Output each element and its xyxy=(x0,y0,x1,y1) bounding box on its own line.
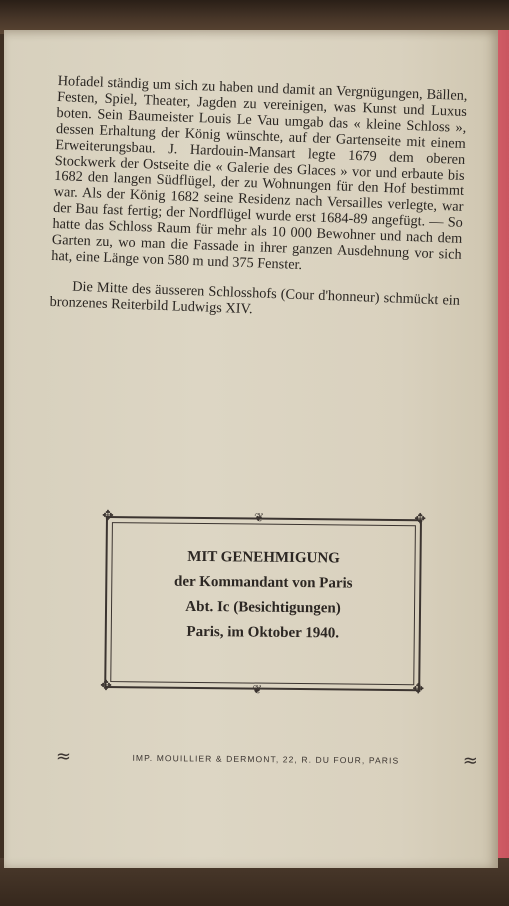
approval-authority: der Kommandant von Paris xyxy=(173,573,353,592)
imprint-text: IMP. MOUILLIER & DERMONT, 22, R. DU FOUR, PARIS xyxy=(132,752,400,766)
wave-ornament-icon: ≈ xyxy=(55,746,70,768)
wave-ornament-icon: ≈ xyxy=(462,750,476,772)
scroll-ornament-icon: ❦ xyxy=(252,682,263,697)
wooden-surface-top xyxy=(0,0,509,34)
approval-title: MIT GENEHMIGUNG xyxy=(187,548,340,567)
approval-date: Paris, im Oktober 1940. xyxy=(186,623,340,642)
corner-ornament-icon: ✥ xyxy=(414,512,427,528)
approval-notice xyxy=(107,544,420,647)
approval-department: Abt. Ic (Besichtigungen) xyxy=(185,598,341,617)
body-text xyxy=(49,74,467,326)
scroll-ornament-icon: ❦ xyxy=(253,510,265,525)
corner-ornament-icon: ✥ xyxy=(412,682,425,698)
paragraph-history: Hofadel ständig um sich zu haben und damit an Vergnügungen, Bällen, Festen, Spiel, Theater, Jagden zu vereinigen, was Kunst und Luxus boten. Sein Baumeister Louis Le Vau umgab das « kleine Schloss », dessen Erhaltung der König wünschte, auf der Gartenseite mit einem Erweiterungsbau. J. Hardouin-Mansart legte 1679 dem oberen Stockwerk der Ostseite die « Galerie des Glaces » vor und erbaute bis 1682 den langen Südflügel, der zu Wohnungen für den Hof bestimmt war. Als der König 1682 seine Residenz nach Versailles verlegte, war der Bau fast fertig; der Nordflügel wurde erst 1684-89 angefügt. — So hatte das Schloss Raum für mehr als 10 000 Bewohner und nach dem Garten zu, wo man die Fassade in ihrer ganzen Ausdehnung vor sich hat, eine Länge von 580 m und 375 Fenster. xyxy=(51,73,468,274)
corner-ornament-icon: ✥ xyxy=(101,508,114,525)
corner-ornament-icon: ✥ xyxy=(100,678,113,695)
paragraph-courtyard: Die Mitte des äusseren Schlosshofs (Cour d'honneur) schmückt ein bronzenes Reiterbild Ludwigs XIV. xyxy=(49,278,461,318)
approval-frame xyxy=(100,508,427,698)
